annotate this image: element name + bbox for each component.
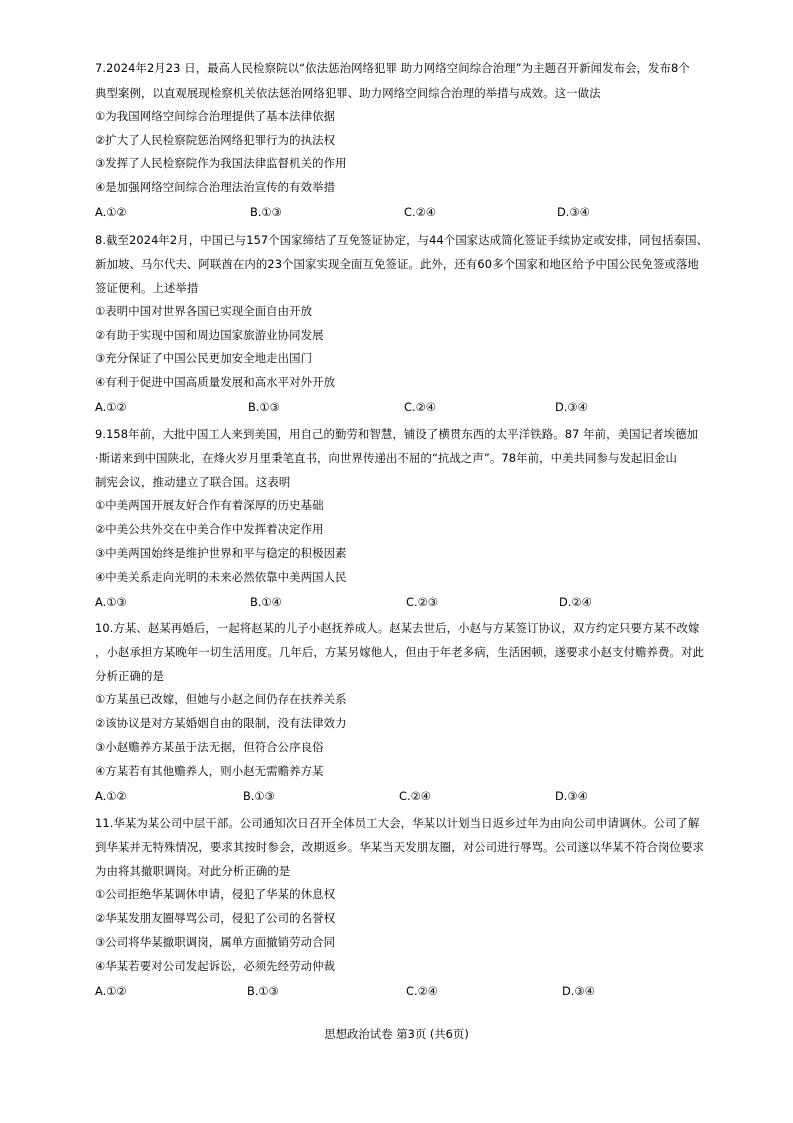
option-c: C.②④ [404, 205, 436, 219]
question-item: ③小赵赡养方某虽于法无据，但符合公序良俗 [95, 740, 324, 754]
question-item: ①公司拒绝华某调休申请，侵犯了华某的休息权 [95, 887, 336, 901]
option-b: B.①③ [248, 400, 280, 414]
answer-options [95, 983, 715, 999]
answer-options [95, 788, 715, 804]
question-stem-line: 签证便利。上述举措 [95, 281, 199, 295]
option-c: C.②④ [399, 789, 431, 803]
option-c: C.②③ [406, 595, 438, 609]
question-stem-line: 新加坡、马尔代夫、阿联酋在内的23个国家实现全面互免签证。此外，还有60多个国家和地区给予中国公民免签或落地 [95, 257, 699, 271]
option-b: B.①④ [250, 595, 282, 609]
option-d: D.③④ [557, 205, 590, 219]
question-item: ①为我国网络空间综合治理提供了基本法律依据 [95, 109, 336, 123]
question-stem-line: 7.2024年2月23 日，最高人民检察院以“依法惩治网络犯罪 助力网络空间综合治理”为主题召开新闻发布会，发布8个 [95, 61, 690, 75]
question-item: ④是加强网络空间综合治理法治宣传的有效举措 [95, 180, 336, 194]
question-stem-line: 8.截至2024年2月，中国已与157个国家缔结了互免签证协定，与44个国家达成简化签证手续协定或安排，同包括泰国、 [95, 233, 709, 247]
option-a: A.①② [95, 205, 127, 219]
option-a: A.①② [95, 984, 127, 998]
question-item: ①方某虽已改嫁，但她与小赵之间仍存在扶养关系 [95, 692, 347, 706]
option-a: A.①③ [95, 595, 127, 609]
question-item: ④中美关系走向光明的未来必然依靠中美两国人民 [95, 570, 347, 584]
option-b: B.①③ [247, 984, 279, 998]
option-a: A.①② [95, 400, 127, 414]
question-stem-line: 11.华某为某公司中层干部。公司通知次日召开全体员工大会，华某以计划当日返乡过年为由向公司申请调休。公司了解 [95, 816, 700, 830]
question-item: ②华某发朋友圈辱骂公司，侵犯了公司的名誉权 [95, 911, 336, 925]
question-item: ③中美两国始终是维护世界和平与稳定的积极因素 [95, 546, 347, 560]
option-c: C.②④ [406, 984, 438, 998]
question-item: ①中美两国开展友好合作有着深厚的历史基础 [95, 498, 324, 512]
option-b: B.①③ [250, 205, 282, 219]
question-item: ①表明中国对世界各国已实现全面自由开放 [95, 304, 313, 318]
answer-options [95, 594, 715, 610]
question-item: ②该协议是对方某婚姻自由的限制，没有法律效力 [95, 716, 347, 730]
question-stem-line: 9.158年前，大批中国工人来到美国，用自己的勤劳和智慧，铺设了横贯东西的太平洋铁路。87 年前，美国记者埃德加 [95, 427, 699, 441]
question-item: ③发挥了人民检察院作为我国法律监督机关的作用 [95, 156, 347, 170]
page-footer: 思想政治试卷 第3页 (共6页) [324, 1027, 469, 1041]
answer-options [95, 204, 715, 220]
question-stem-line: ·斯诺来到中国陕北，在烽火岁月里秉笔直书，向世界传递出不屈的“抗战之声”。78年前，中美共同参与发起旧金山 [95, 451, 677, 465]
option-d: D.②④ [559, 595, 592, 609]
option-d: D.③④ [562, 984, 595, 998]
option-d: D.③④ [555, 789, 588, 803]
question-stem-line: 典型案例，以直观展现检察机关依法惩治网络犯罪、助力网络空间综合治理的举措与成效。这一做法 [95, 86, 601, 100]
question-item: ④方某若有其他赡养人，则小赵无需赡养方某 [95, 764, 324, 778]
option-c: C.②④ [404, 400, 436, 414]
question-item: ②中美公共外交在中美合作中发挥着决定作用 [95, 522, 324, 536]
question-item: ③充分保证了中国公民更加安全地走出国门 [95, 351, 313, 365]
question-item: ③公司将华某撤职调岗，属单方面撤销劳动合同 [95, 935, 336, 949]
question-stem-line: 制宪会议，推动建立了联合国。这表明 [95, 475, 291, 489]
question-stem-line: ，小赵承担方某晚年一切生活用度。几年后，方某另嫁他人，但由于年老多病，生活困顿，遂要求小赵支付赡养费。对此 [95, 645, 705, 659]
question-item: ④华某若要对公司发起诉讼，必须先经劳动仲裁 [95, 959, 336, 973]
option-a: A.①② [95, 789, 127, 803]
question-stem-line: 分析正确的是 [95, 669, 164, 683]
question-stem-line: 为由将其撤职调岗。对此分析正确的是 [95, 864, 291, 878]
question-item: ④有利于促进中国高质量发展和高水平对外开放 [95, 375, 336, 389]
option-b: B.①③ [243, 789, 275, 803]
answer-options [95, 399, 715, 415]
question-stem-line: 10.方某、赵某再婚后，一起将赵某的儿子小赵抚养成人。赵某去世后，小赵与方某签订协议，双方约定只要方某不改嫁 [95, 621, 700, 635]
question-item: ②扩大了人民检察院惩治网络犯罪行为的执法权 [95, 133, 336, 147]
question-item: ②有助于实现中国和周边国家旅游业协同发展 [95, 328, 324, 342]
option-d: D.③④ [555, 400, 588, 414]
question-stem-line: 到华某并无特殊情况，要求其按时参会，改期返乡。华某当天发朋友圈，对公司进行辱骂。公司遂以华某不符合岗位要求 [95, 840, 705, 854]
